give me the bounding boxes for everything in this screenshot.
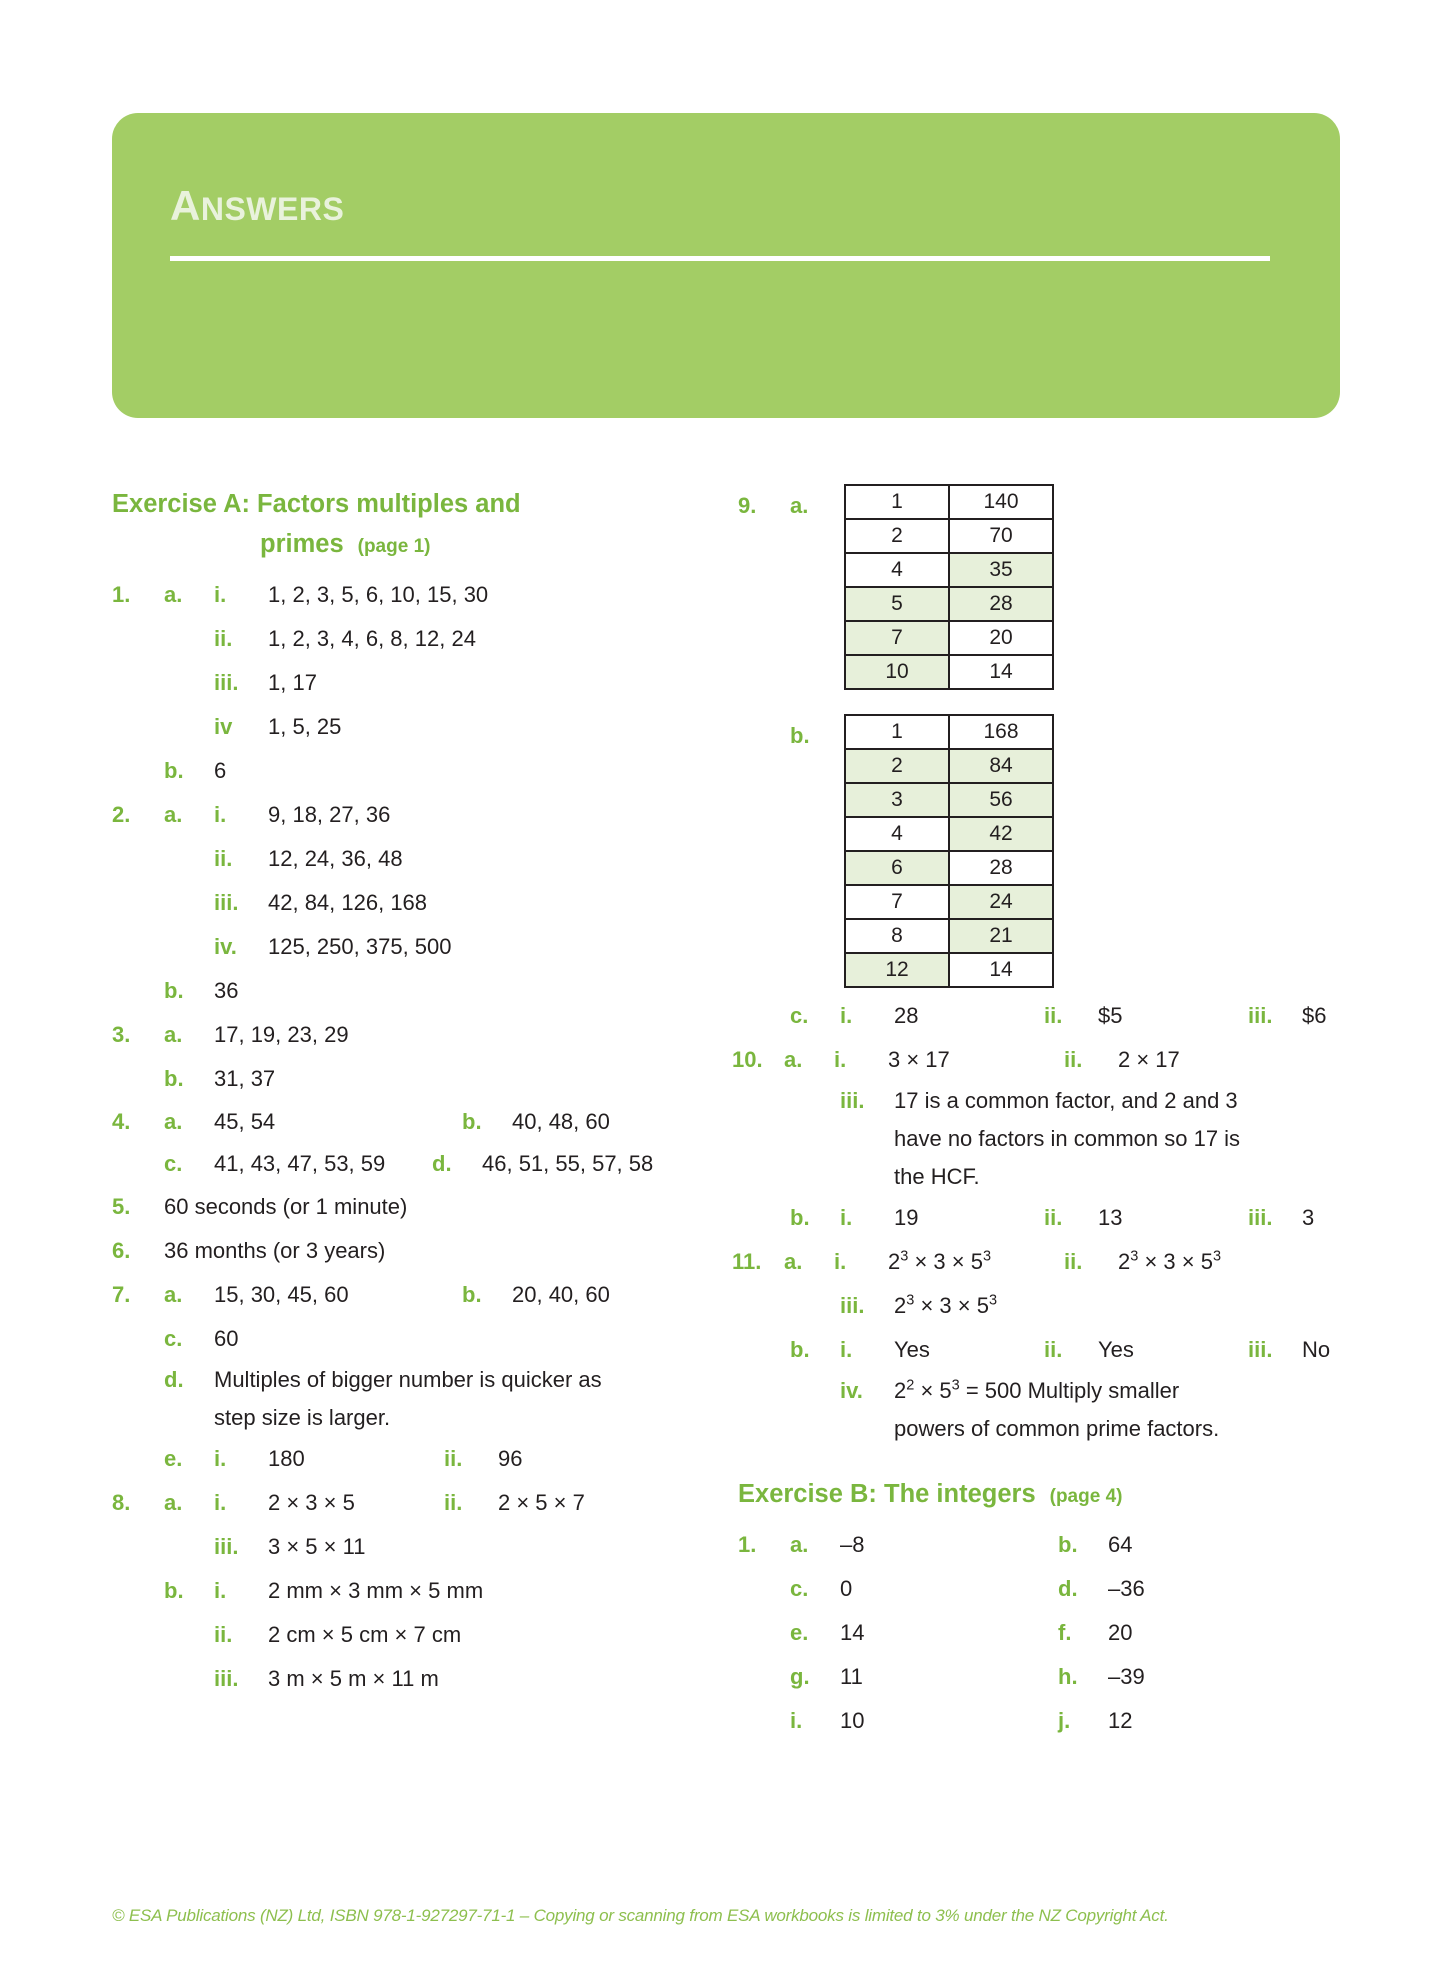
table-cell-factor: 10 — [845, 655, 949, 689]
part-roman: iii. — [1248, 1337, 1273, 1362]
table-cell-pair: 24 — [949, 885, 1053, 919]
answer-text: 3 × 5 × 11 — [268, 1534, 366, 1559]
table-cell-pair: 140 — [949, 485, 1053, 519]
part-roman: iii. — [214, 1666, 239, 1691]
part-letter: d. — [164, 1367, 184, 1392]
part-roman: iv — [214, 714, 233, 739]
table-row — [845, 919, 1053, 953]
exercise-b-title: Exercise B: The integers — [738, 1480, 1036, 1508]
table-cell-factor: 8 — [845, 919, 949, 953]
answer-text: 10 — [840, 1708, 865, 1733]
exercise-a-title-line2: primes — [260, 530, 344, 558]
part-letter: j. — [1058, 1708, 1071, 1733]
part-roman: ii. — [214, 626, 233, 651]
part-letter: c. — [790, 1576, 809, 1601]
answer-text: 40, 48, 60 — [512, 1109, 610, 1134]
answer-row — [112, 1361, 722, 1437]
part-letter: g. — [790, 1664, 810, 1689]
part-letter: b. — [462, 1282, 482, 1307]
answer-row — [738, 1567, 1348, 1611]
answer-text: No — [1302, 1337, 1331, 1362]
answer-text: 2 mm × 3 mm × 5 mm — [268, 1578, 484, 1603]
answer-text: 14 — [840, 1620, 865, 1645]
answer-row — [112, 661, 722, 705]
answer-text: the HCF. — [894, 1164, 980, 1189]
question-number: 10. — [732, 1047, 763, 1072]
table-row — [845, 621, 1053, 655]
answer-row — [112, 1013, 722, 1057]
part-letter: a. — [164, 582, 183, 607]
answer-row — [732, 1038, 1348, 1082]
table-row — [845, 783, 1053, 817]
part-roman: i. — [834, 1047, 847, 1072]
question-number: 7. — [112, 1282, 131, 1307]
answer-text: 45, 54 — [214, 1109, 276, 1134]
part-roman: iii. — [840, 1293, 865, 1318]
part-letter: a. — [164, 1490, 183, 1515]
answer-text: 2 × 5 × 7 — [498, 1490, 585, 1515]
part-letter: a. — [164, 1022, 183, 1047]
table-cell-pair: 20 — [949, 621, 1053, 655]
table-row — [845, 553, 1053, 587]
answer-text: –8 — [840, 1532, 865, 1557]
answer-row — [738, 1655, 1348, 1699]
answer-row — [112, 1569, 722, 1613]
answer-text: 31, 37 — [214, 1066, 276, 1091]
part-roman: ii. — [214, 846, 233, 871]
answer-row — [732, 1240, 1348, 1284]
answer-text: $2^3 \times 3 \times 5^3$ — [894, 1292, 998, 1318]
answer-text: 20, 40, 60 — [512, 1282, 610, 1307]
answer-row — [738, 1328, 1348, 1372]
answer-text: 1, 2, 3, 5, 6, 10, 15, 30 — [268, 582, 489, 607]
factor-pairs-table-a — [844, 484, 1054, 690]
part-letter: d. — [432, 1151, 452, 1176]
exercise-a-page-ref: (page 1) — [357, 536, 431, 557]
part-roman: ii. — [214, 1622, 233, 1647]
part-roman: i. — [840, 1337, 853, 1362]
table-cell-factor: 7 — [845, 885, 949, 919]
part-roman: iii. — [214, 1534, 239, 1559]
answer-text: Yes — [894, 1337, 930, 1362]
table-cell-pair: 35 — [949, 553, 1053, 587]
part-letter: c. — [790, 1003, 809, 1028]
table-cell-factor: 7 — [845, 621, 949, 655]
answer-text: 42, 84, 126, 168 — [268, 890, 428, 915]
table-row — [845, 885, 1053, 919]
answer-text: 28 — [894, 1003, 919, 1028]
answer-text: 20 — [1108, 1620, 1133, 1645]
answer-row — [112, 1481, 722, 1525]
answer-text: 11 — [840, 1664, 863, 1689]
answer-text: $2^2 \times 5^3 = 500$ Multiply smaller — [894, 1377, 1180, 1403]
part-roman: i. — [214, 802, 227, 827]
answer-text: 3 × 17 — [888, 1047, 950, 1072]
answer-text: $5 — [1098, 1003, 1123, 1028]
answer-row — [112, 1525, 722, 1569]
part-roman: i. — [214, 1578, 227, 1603]
question-number: 11. — [732, 1249, 762, 1274]
part-letter: a. — [164, 1282, 183, 1307]
table-row — [845, 519, 1053, 553]
answer-row — [112, 617, 722, 661]
answer-row — [112, 1185, 722, 1229]
answer-text: 3 — [1302, 1205, 1315, 1230]
part-roman: iii. — [1248, 1003, 1273, 1028]
answer-text: 41, 43, 47, 53, 59 — [214, 1151, 386, 1176]
part-letter: a. — [790, 1532, 809, 1557]
table-cell-pair: 28 — [949, 851, 1053, 885]
part-letter: a. — [790, 493, 809, 518]
answer-text: 60 seconds (or 1 minute) — [164, 1194, 408, 1219]
answer-text: $6 — [1302, 1003, 1327, 1028]
part-roman: i. — [834, 1249, 847, 1274]
answer-text: 36 months (or 3 years) — [164, 1238, 386, 1263]
part-roman: i. — [840, 1003, 853, 1028]
answer-text: 12 — [1108, 1708, 1133, 1733]
page-title: answers — [170, 166, 345, 233]
answer-text: 64 — [1108, 1532, 1133, 1557]
table-cell-pair: 14 — [949, 953, 1053, 987]
table-cell-factor: 4 — [845, 817, 949, 851]
part-letter: a. — [784, 1249, 803, 1274]
answer-text: 36 — [214, 978, 239, 1003]
answer-text: 12, 24, 36, 48 — [268, 846, 403, 871]
table-cell-factor: 12 — [845, 953, 949, 987]
question-number: 5. — [112, 1194, 131, 1219]
header-divider — [170, 256, 1270, 261]
answer-row — [112, 969, 722, 1013]
answer-row — [738, 1372, 1348, 1448]
question-number: 9. — [738, 493, 757, 518]
answer-text: 2 × 17 — [1118, 1047, 1180, 1072]
part-letter: f. — [1058, 1620, 1072, 1645]
answer-text: 1, 5, 25 — [268, 714, 342, 739]
part-roman: iii. — [1248, 1205, 1273, 1230]
answer-text: 17 is a common factor, and 2 and 3 — [894, 1088, 1238, 1113]
answer-text: 0 — [840, 1576, 853, 1601]
table-cell-factor: 2 — [845, 519, 949, 553]
part-letter: d. — [1058, 1576, 1078, 1601]
part-roman: iii. — [214, 890, 239, 915]
exercise-a-title-line1: Exercise A: Factors multiples and — [112, 490, 521, 518]
answer-row — [112, 573, 722, 617]
answer-text: 1, 17 — [268, 670, 317, 695]
answer-text: 1, 2, 3, 4, 6, 8, 12, 24 — [268, 626, 476, 651]
question-number: 2. — [112, 802, 131, 827]
answer-row — [738, 1699, 1348, 1743]
table-cell-pair: 168 — [949, 715, 1053, 749]
answer-text: powers of common prime factors. — [894, 1416, 1220, 1441]
exercise-b-heading — [738, 1474, 1348, 1517]
table-cell-pair: 56 — [949, 783, 1053, 817]
question-number: 1. — [112, 582, 131, 607]
answer-text: 17, 19, 23, 29 — [214, 1022, 349, 1047]
answer-text: 19 — [894, 1205, 919, 1230]
answer-text: 2 × 3 × 5 — [268, 1490, 355, 1515]
table-cell-factor: 2 — [845, 749, 949, 783]
table-cell-factor: 6 — [845, 851, 949, 885]
copyright-footer: © ESA Publications (NZ) Ltd, ISBN 978-1-927297-71-1 – Copying or scanning from ESA workbooks is limited to 3% under the NZ Copyright Act. — [112, 1906, 1169, 1925]
part-roman: ii. — [1044, 1337, 1063, 1362]
part-letter: b. — [790, 723, 810, 748]
part-roman: ii. — [444, 1446, 463, 1471]
part-roman: i. — [214, 582, 227, 607]
answer-row — [738, 1523, 1348, 1567]
part-letter: b. — [790, 1337, 810, 1362]
table-row — [845, 587, 1053, 621]
answer-text: $2^3 \times 3 \times 5^3$ — [888, 1248, 992, 1274]
part-letter: e. — [790, 1620, 809, 1645]
table-row — [845, 655, 1053, 689]
part-letter: b. — [790, 1205, 810, 1230]
answer-row — [112, 881, 722, 925]
table-cell-factor: 1 — [845, 715, 949, 749]
part-letter: a. — [784, 1047, 803, 1072]
table-row — [845, 749, 1053, 783]
answer-row — [112, 1143, 722, 1185]
question-number: 4. — [112, 1109, 131, 1134]
answer-text: 60 — [214, 1326, 239, 1351]
answer-text: 9, 18, 27, 36 — [268, 802, 391, 827]
answer-row — [112, 1657, 722, 1701]
table-cell-factor: 3 — [845, 783, 949, 817]
answer-row — [112, 837, 722, 881]
answer-text: –39 — [1108, 1664, 1145, 1689]
answer-row — [112, 925, 722, 969]
answer-row — [112, 1101, 722, 1143]
table-cell-pair: 70 — [949, 519, 1053, 553]
table-cell-factor: 1 — [845, 485, 949, 519]
answer-row — [112, 793, 722, 837]
answer-row — [738, 1611, 1348, 1655]
table-cell-factor: 5 — [845, 587, 949, 621]
question-number: 8. — [112, 1490, 131, 1515]
answer-row — [112, 1057, 722, 1101]
table-cell-pair: 21 — [949, 919, 1053, 953]
part-roman: ii. — [1064, 1047, 1083, 1072]
table-row — [845, 715, 1053, 749]
answer-text: 2 cm × 5 cm × 7 cm — [268, 1622, 462, 1647]
answer-row — [112, 1273, 722, 1317]
part-letter: c. — [164, 1151, 183, 1176]
answer-text: Yes — [1098, 1337, 1134, 1362]
part-letter: i. — [790, 1708, 803, 1733]
answer-row — [112, 1229, 722, 1273]
exercise-b-page-ref: (page 4) — [1049, 1486, 1123, 1507]
part-letter: a. — [164, 1109, 183, 1134]
table-cell-pair: 28 — [949, 587, 1053, 621]
table-row — [845, 953, 1053, 987]
question-number: 1. — [738, 1532, 757, 1557]
answer-row-table — [738, 484, 1348, 690]
question-number: 6. — [112, 1238, 131, 1263]
table-cell-pair: 14 — [949, 655, 1053, 689]
table-row — [845, 485, 1053, 519]
table-row — [845, 817, 1053, 851]
part-roman: i. — [840, 1205, 853, 1230]
part-letter: h. — [1058, 1664, 1078, 1689]
answer-row — [112, 1613, 722, 1657]
part-roman: ii. — [444, 1490, 463, 1515]
table-cell-pair: 42 — [949, 817, 1053, 851]
part-roman: i. — [214, 1446, 227, 1471]
answer-text: $2^3 \times 3 \times 5^3$ — [1118, 1248, 1222, 1274]
part-letter: b. — [1058, 1532, 1078, 1557]
table-cell-factor: 4 — [845, 553, 949, 587]
answer-text: have no factors in common so 17 is — [894, 1126, 1241, 1151]
header-banner — [112, 113, 1340, 418]
left-column — [112, 484, 722, 1701]
answer-text: 180 — [268, 1446, 305, 1471]
answer-text: 96 — [498, 1446, 523, 1471]
answer-text: –36 — [1108, 1576, 1145, 1601]
answer-row — [738, 1196, 1348, 1240]
answer-text: 6 — [214, 758, 227, 783]
answer-row — [738, 1082, 1348, 1196]
part-roman: iv. — [840, 1378, 863, 1403]
answer-text: 3 m × 5 m × 11 m — [268, 1666, 439, 1691]
part-letter: e. — [164, 1446, 183, 1471]
answer-row-table — [738, 714, 1348, 988]
part-letter: c. — [164, 1326, 183, 1351]
part-letter: a. — [164, 802, 183, 827]
table-row — [845, 851, 1053, 885]
part-roman: iii. — [840, 1088, 865, 1113]
part-roman: ii. — [1044, 1205, 1063, 1230]
answer-row — [112, 1317, 722, 1361]
answer-row — [112, 705, 722, 749]
answer-text: 125, 250, 375, 500 — [268, 934, 452, 959]
answer-text: 15, 30, 45, 60 — [214, 1282, 349, 1307]
answer-row — [738, 994, 1348, 1038]
answer-text: 13 — [1098, 1205, 1123, 1230]
question-number: 3. — [112, 1022, 131, 1047]
part-roman: ii. — [1044, 1003, 1063, 1028]
part-letter: b. — [164, 1578, 184, 1603]
answer-row — [112, 1437, 722, 1481]
part-letter: b. — [462, 1109, 482, 1134]
part-letter: b. — [164, 978, 184, 1003]
answer-text: Multiples of bigger number is quicker as — [214, 1367, 602, 1392]
answer-row — [738, 1284, 1348, 1328]
part-roman: ii. — [1064, 1249, 1083, 1274]
part-letter: b. — [164, 1066, 184, 1091]
part-roman: iv. — [214, 934, 237, 959]
answer-text: step size is larger. — [214, 1405, 391, 1430]
part-roman: iii. — [214, 670, 239, 695]
table-cell-pair: 84 — [949, 749, 1053, 783]
factor-pairs-table-b — [844, 714, 1054, 988]
exercise-a-heading — [112, 484, 722, 567]
part-roman: i. — [214, 1490, 227, 1515]
right-column — [732, 484, 1348, 1743]
answer-text: 46, 51, 55, 57, 58 — [482, 1151, 654, 1176]
answer-row — [112, 749, 722, 793]
part-letter: b. — [164, 758, 184, 783]
